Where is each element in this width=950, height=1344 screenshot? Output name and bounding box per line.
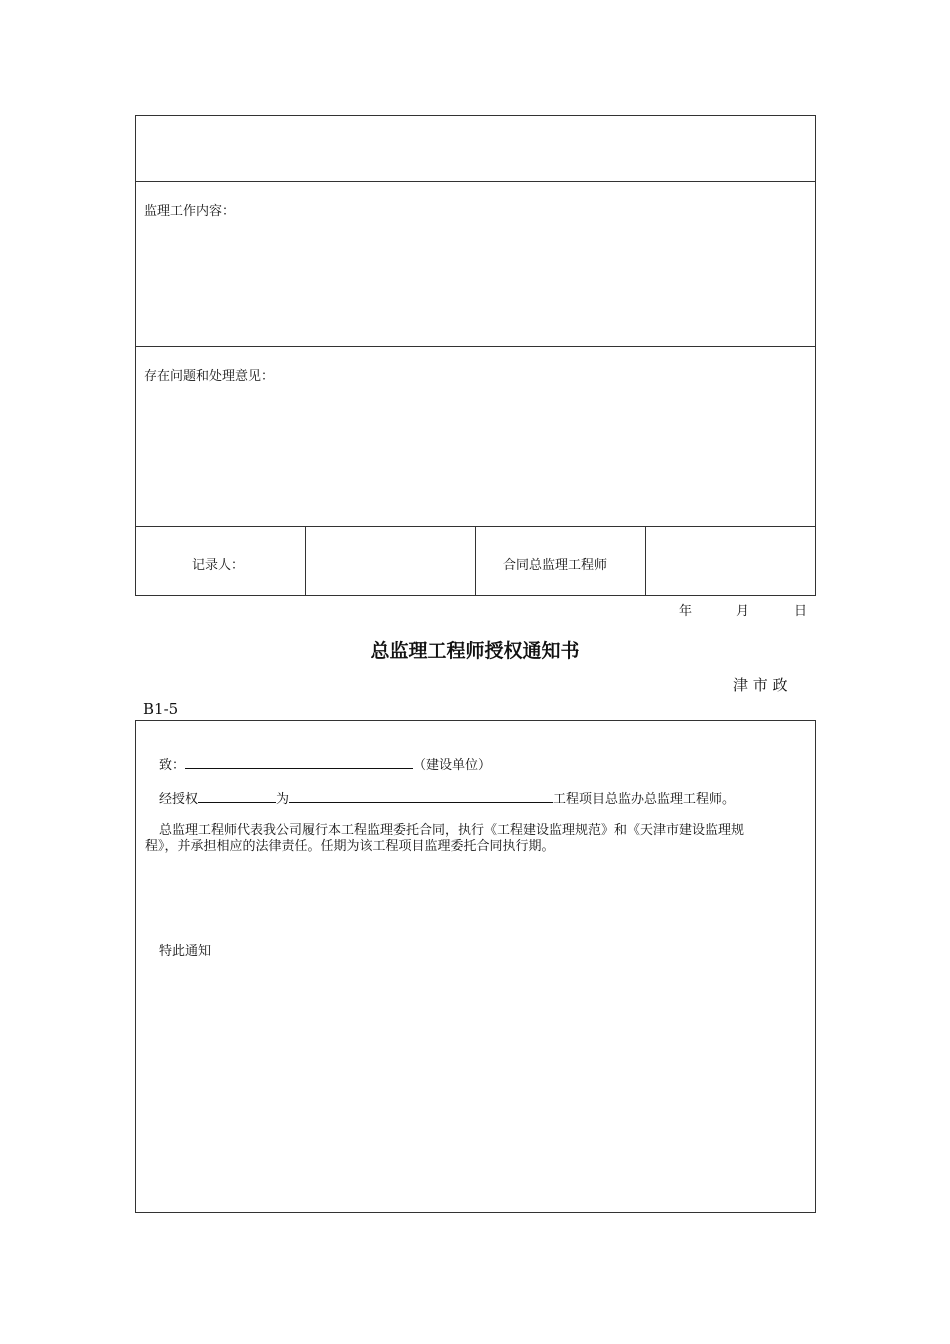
log-table-divider bbox=[135, 346, 816, 347]
notice-title: 总监理工程师授权通知书 bbox=[370, 640, 580, 662]
chief-engineer-label: 合同总监理工程师 bbox=[503, 558, 608, 573]
auth-prefix: 经授权 bbox=[159, 792, 199, 807]
region-tag: 津 市 政 bbox=[733, 676, 788, 694]
date-year: 年 bbox=[679, 604, 693, 619]
auth-mid: 为 bbox=[276, 792, 290, 807]
auth-suffix: 工程项目总监办总监理工程师。 bbox=[553, 792, 736, 807]
construction-unit-blank[interactable] bbox=[185, 754, 413, 769]
work-content-label: 监理工作内容： bbox=[144, 204, 236, 219]
log-table bbox=[135, 115, 816, 596]
project-name-blank[interactable] bbox=[289, 788, 553, 803]
body-line-1: 总监理工程师代表我公司履行本工程监理委托合同，执行《工程建设监理规范》和《天津市建设监理规 bbox=[159, 823, 745, 838]
body-line-2: 程》，并承担相应的法律责任。任期为该工程项目监理委托合同执行期。 bbox=[145, 839, 555, 854]
log-table-divider bbox=[135, 181, 816, 182]
log-table-column-divider bbox=[305, 526, 306, 596]
date-month: 月 bbox=[736, 604, 750, 619]
closing-text: 特此通知 bbox=[159, 944, 212, 959]
form-code: B1-5 bbox=[143, 700, 179, 718]
issues-label: 存在问题和处理意见： bbox=[144, 369, 275, 384]
authorization-line bbox=[159, 788, 735, 809]
to-prefix: 致： bbox=[159, 758, 186, 773]
recorder-label: 记录人： bbox=[192, 558, 245, 573]
log-table-column-divider bbox=[645, 526, 646, 596]
log-table-column-divider bbox=[475, 526, 476, 596]
to-suffix: （建设单位） bbox=[413, 758, 492, 773]
authorizer-blank[interactable] bbox=[198, 788, 276, 803]
date-day: 日 bbox=[794, 604, 808, 619]
to-line bbox=[159, 754, 491, 775]
